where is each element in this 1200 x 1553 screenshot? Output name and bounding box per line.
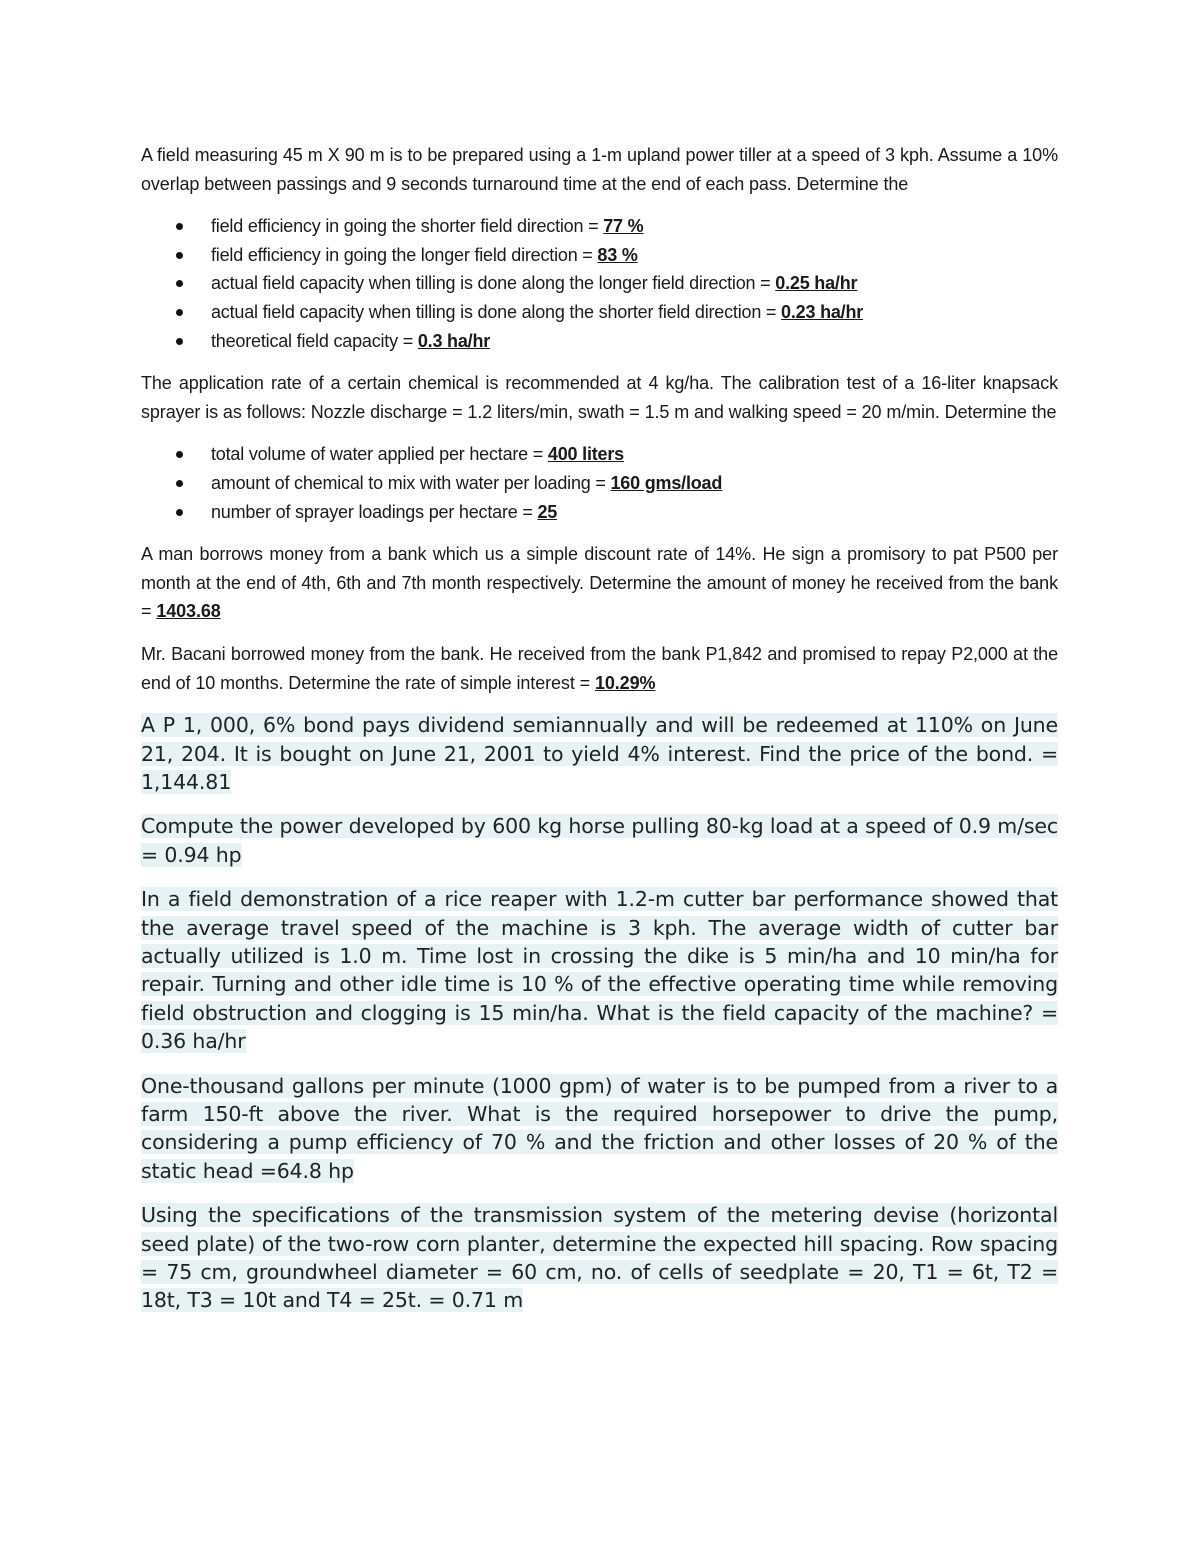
question-7: In a field demonstration of a rice reaper with 1.2-m cutter bar performance showed that the average travel speed of the machine is 3 kph. The average width of cutter bar actually utilized is 1.0 m. Time lost in crossing the dike is 5 min/ha and 10 min/ha for repair. Turning and other idle time is 10 % of the effective operating time while removing field obstruction and clogging is 15 min/ha. What is the field capacity of the machine? = 0.36 ha/hr bbox=[141, 887, 1058, 1054]
question-2-list bbox=[141, 440, 1058, 526]
bullet-icon bbox=[176, 223, 183, 230]
answer: 1403.68 bbox=[156, 601, 221, 622]
list-item: number of sprayer loadings per hectare = 25 bbox=[141, 498, 1058, 527]
question-6: Compute the power developed by 600 kg horse pulling 80-kg load at a speed of 0.9 m/sec = 0.94 hp bbox=[141, 814, 1058, 867]
answer: 0.25 ha/hr bbox=[775, 273, 858, 294]
question-1-list bbox=[141, 212, 1058, 355]
bullet-icon bbox=[176, 338, 183, 345]
answer: 160 gms/load bbox=[610, 472, 723, 493]
answer: 83 % bbox=[597, 244, 638, 265]
question-4: Mr. Bacani borrowed money from the bank. He received from the bank P1,842 and promised to repay P2,000 at the end of 10 months. Determine the rate of simple interest = 10.29% bbox=[141, 643, 1058, 693]
answer: 0.23 ha/hr bbox=[781, 301, 864, 322]
bullet-icon bbox=[176, 309, 183, 316]
list-item: actual field capacity when tilling is done along the longer field direction = 0.25 ha/hr bbox=[141, 269, 1058, 298]
list-item: theoretical field capacity = 0.3 ha/hr bbox=[141, 327, 1058, 356]
bullet-icon bbox=[176, 451, 183, 458]
answer: 77 % bbox=[603, 216, 644, 237]
bullet-icon bbox=[176, 509, 183, 516]
question-1-intro: A field measuring 45 m X 90 m is to be prepared using a 1-m upland power tiller at a speed of 3 kph. Assume a 10% overlap between passings and 9 seconds turnaround time at the end of each pass. Determine the bbox=[141, 145, 1058, 194]
bullet-icon bbox=[176, 280, 183, 287]
question-5: A P 1, 000, 6% bond pays dividend semiannually and will be redeemed at 110% on June 21, 204. It is bought on June 21, 2001 to yield 4% interest. Find the price of the bond. = 1,144.81 bbox=[141, 713, 1058, 794]
question-2-intro: The application rate of a certain chemical is recommended at 4 kg/ha. The calibration test of a 16-liter knapsack sprayer is as follows: Nozzle discharge = 1.2 liters/min, swath = 1.5 m and walking speed = 20 m/min. Determine the bbox=[141, 373, 1058, 422]
answer: 0.3 ha/hr bbox=[417, 330, 491, 351]
answer: 25 bbox=[537, 501, 558, 522]
question-9: Using the specifications of the transmission system of the metering devise (horizontal seed plate) of the two-row corn planter, determine the expected hill spacing. Row spacing = 75 cm, groundwheel diameter = 60 cm, no. of cells of seedplate = 20, T1 = 6t, T2 = 18t, T3 = 10t and T4 = 25t. = 0.71 m bbox=[141, 1203, 1058, 1313]
answer: 400 liters bbox=[547, 444, 624, 465]
document-body bbox=[141, 141, 1058, 1331]
list-item: total volume of water applied per hectare = 400 liters bbox=[141, 440, 1058, 469]
list-item: actual field capacity when tilling is done along the shorter field direction = 0.23 ha/hr bbox=[141, 298, 1058, 327]
list-item: field efficiency in going the longer field direction = 83 % bbox=[141, 241, 1058, 270]
list-item: field efficiency in going the shorter field direction = 77 % bbox=[141, 212, 1058, 241]
question-3: A man borrows money from a bank which us a simple discount rate of 14%. He sign a promisory to pat P500 per month at the end of 4th, 6th and 7th month respectively. Determine the amount of money he received from the bank = 1403.68 bbox=[141, 544, 1058, 622]
question-8: One-thousand gallons per minute (1000 gpm) of water is to be pumped from a river to a farm 150-ft above the river. What is the required horsepower to drive the pump, considering a pump efficiency of 70 % and the friction and other losses of 20 % of the static head =64.8 hp bbox=[141, 1073, 1058, 1183]
bullet-icon bbox=[176, 252, 183, 259]
answer: 10.29% bbox=[594, 672, 656, 693]
list-item: amount of chemical to mix with water per loading = 160 gms/load bbox=[141, 469, 1058, 498]
bullet-icon bbox=[176, 480, 183, 487]
